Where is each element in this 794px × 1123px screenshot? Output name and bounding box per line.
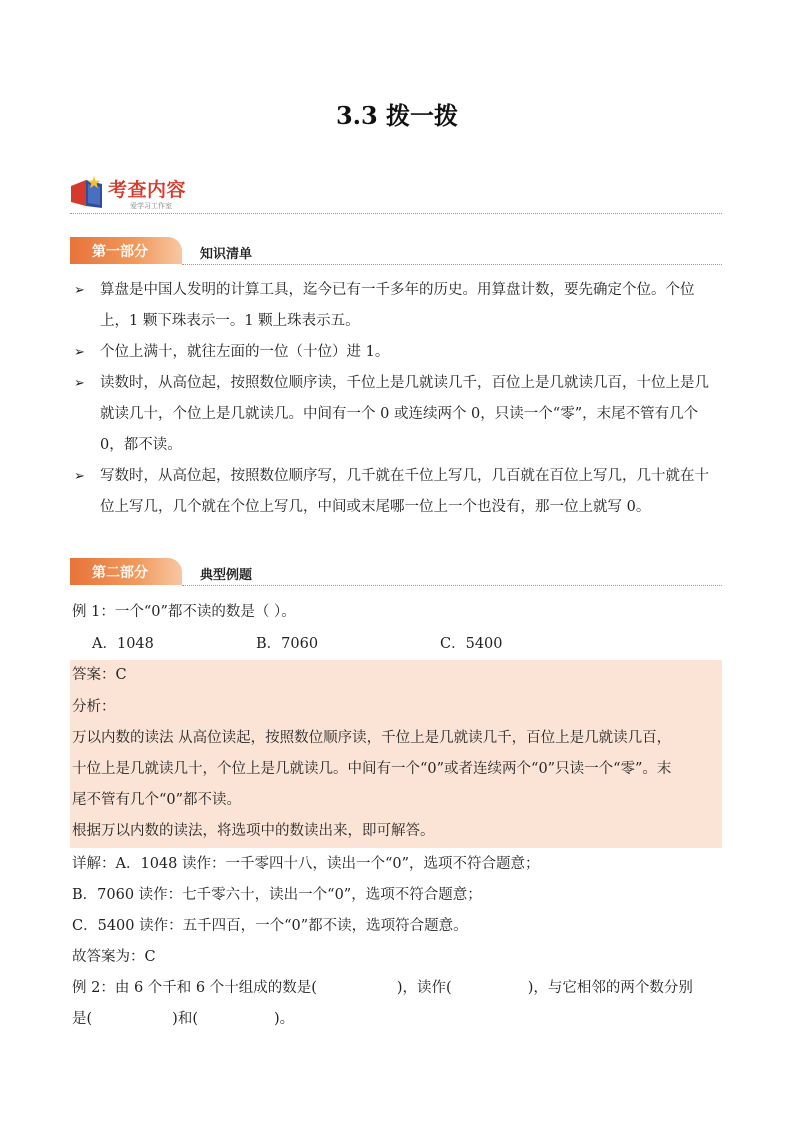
section-header-1: [70, 237, 722, 265]
list-item: [70, 337, 722, 368]
question-text: 例 2：由 6 个千和 6 个十组成的数是(: [72, 980, 317, 996]
arrow-bullet-icon: ➢: [74, 469, 85, 484]
page-title: 3.3 拨一拨: [335, 101, 459, 130]
list-item: [70, 461, 722, 523]
section-tab-label: 第二部分: [92, 565, 148, 581]
bullet-text: 算盘是中国人发明的计算工具，迄今已有一千多年的历史。用算盘计数，要先确定个位。个位上，1 颗下珠表示一。1 颗上珠表示五。: [100, 282, 695, 329]
list-item: [70, 368, 722, 461]
section-underline: [182, 264, 722, 265]
logo-text: 考查内容: [108, 179, 187, 201]
analysis-label: 分析：: [72, 699, 116, 715]
example-1-question: 例 1：一个“0”都不读的数是（ ）。: [72, 604, 296, 620]
answer: 答案：C: [72, 667, 127, 683]
divider: [70, 213, 722, 214]
conclusion: 故答案为：C: [72, 949, 156, 965]
analysis-line: 万以内数的读法 从高位读起，按照数位顺序读，千位上是几就读几千，百位上是几就读几百，: [72, 730, 672, 746]
example-2-question: [72, 976, 693, 997]
detail-line: C．5400 读作：五千四百，一个“0”都不读，选项符合题意。: [72, 918, 468, 934]
option-c: C．5400: [440, 636, 503, 652]
logo-subtext: 爱学习工作室: [130, 202, 172, 210]
section-header-2: [70, 558, 722, 586]
option-a: A．1048: [92, 636, 154, 652]
analysis-line: 根据万以内数的读法，将选项中的数读出来，即可解答。: [72, 823, 435, 839]
bullet-text: 写数时，从高位起，按照数位顺序写，几千就在千位上写几，几百就在百位上写几，几十就在十位上写几，几个就在个位上写几，中间或末尾哪一位上一个也没有，那一位上就写 0。: [100, 468, 709, 515]
section-tab-label: 第一部分: [92, 244, 148, 260]
analysis-line: 尾不管有几个“0”都不读。: [72, 792, 242, 808]
arrow-bullet-icon: ➢: [74, 376, 85, 391]
section-title: 知识清单: [200, 247, 253, 262]
question-text: )和(: [172, 1011, 198, 1027]
question-text: )，读作(: [396, 980, 452, 996]
logo: [68, 172, 228, 212]
question-text: 是(: [72, 1011, 93, 1027]
section-tab: [70, 237, 182, 264]
question-text: )，与它相邻的两个数分别: [527, 980, 693, 996]
arrow-bullet-icon: ➢: [74, 283, 85, 298]
book-star-icon: [68, 172, 106, 210]
section-underline: [182, 585, 722, 586]
analysis-line: 十位上是几就读几十，个位上是几就读几。中间有一个“0”或者连续两个“0”只读一个“零”。末: [72, 761, 672, 777]
question-text: )。: [274, 1011, 295, 1027]
detail-line: 详解：A．1048 读作：一千零四十八，读出一个“0”，选项不符合题意；: [72, 856, 540, 872]
option-b: B．7060: [256, 636, 319, 652]
detail-line: B．7060 读作：七千零六十，读出一个“0”，选项不符合题意；: [72, 887, 482, 903]
section-title: 典型例题: [200, 568, 253, 583]
list-item: [70, 275, 722, 337]
example-2-question-cont: [72, 1007, 294, 1028]
section-tab: [70, 558, 182, 585]
arrow-bullet-icon: ➢: [74, 345, 85, 360]
bullet-text: 个位上满十，就往左面的一位（十位）进 1。: [100, 344, 390, 360]
bullet-text: 读数时，从高位起，按照数位顺序读，千位上是几就读几千，百位上是几就读几百，十位上是几就读几十，个位上是几就读几。中间有一个 0 或连续两个 0，只读一个“零”，末尾不管有几个 0，都不读。: [100, 375, 709, 453]
